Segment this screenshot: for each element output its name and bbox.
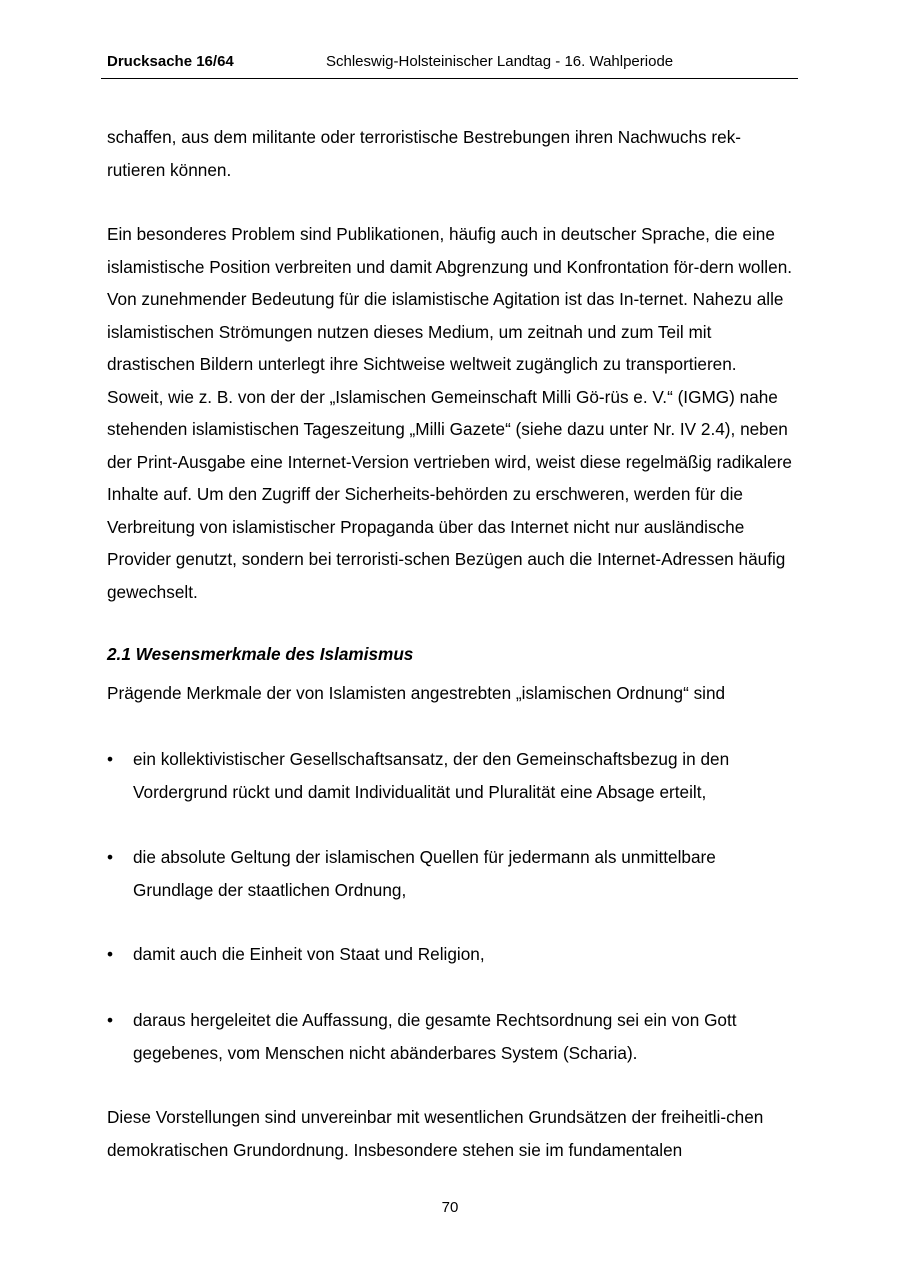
paragraph-1: schaffen, aus dem militante oder terroristische Bestrebungen ihren Nachwuchs rek-rutieren können.	[107, 127, 742, 180]
bullet-icon: •	[107, 847, 114, 867]
paragraph-2: Ein besonderes Problem sind Publikationen, häufig auch in deutscher Sprache, die eine islamistische Position verbreiten und damit Abgrenzung und Konfrontation för-dern wollen. Von zunehmender Bedeutung für die islamistische Agitation ist das In-ternet. Nahezu alle islamistischen Strömungen nutzen dieses Medium, um zeitnah und zum Teil mit drastischen Bildern unterlegt ihre Sichtweise weltweit zugänglich zu transportieren. Soweit, wie z. B. von der der „Islamischen Gemeinschaft Milli Gö-rüs e. V.“ (IGMG) nahe stehenden islamistischen Tageszeitung „Milli Gazete“ (siehe dazu unter Nr. IV 2.4), neben der Print-Ausgabe eine Internet-Version vertrieben wird, weist diese regelmäßig radikalere Inhalte auf. Um den Zugriff der Sicherheits-behörden zu erschweren, werden für die Verbreitung von islamistischer Propaganda über das Internet nicht nur ausländische Provider genutzt, sondern bei terroristi-schen Bezügen auch die Internet-Adressen häufig gewechselt.	[107, 224, 793, 602]
list-item-text: damit auch die Einheit von Staat und Religion,	[133, 944, 485, 964]
bullet-icon: •	[107, 1010, 114, 1030]
list-item-text: ein kollektivistischer Gesellschaftsansatz, der den Gemeinschaftsbezug in den Vordergrund rückt und damit Individualität und Pluralität eine Absage erteilt,	[133, 749, 730, 802]
list-item-text: die absolute Geltung der islamischen Quellen für jedermann als unmittelbare Grundlage der staatlichen Ordnung,	[133, 847, 716, 900]
page-number: 70	[441, 1199, 459, 1216]
closing-paragraph: Diese Vorstellungen sind unvereinbar mit wesentlichen Grundsätzen der freiheitli-chen demokratischen Grundordnung. Insbesondere stehen sie im fundamentalen	[107, 1107, 764, 1160]
bullet-icon: •	[107, 944, 114, 964]
section-intro: Prägende Merkmale der von Islamisten angestrebten „islamischen Ordnung“ sind	[107, 683, 726, 703]
page-header	[101, 52, 798, 79]
header-title: Schleswig-Holsteinischer Landtag - 16. Wahlperiode	[326, 53, 674, 70]
bullet-icon: •	[107, 749, 114, 769]
document-number: Drucksache 16/64	[107, 53, 234, 70]
list-item-text: daraus hergeleitet die Auffassung, die gesamte Rechtsordnung sei ein von Gott gegebenes, vom Menschen nicht abänderbares System (Scharia).	[133, 1010, 737, 1063]
section-heading: 2.1 Wesensmerkmale des Islamismus	[107, 644, 414, 664]
